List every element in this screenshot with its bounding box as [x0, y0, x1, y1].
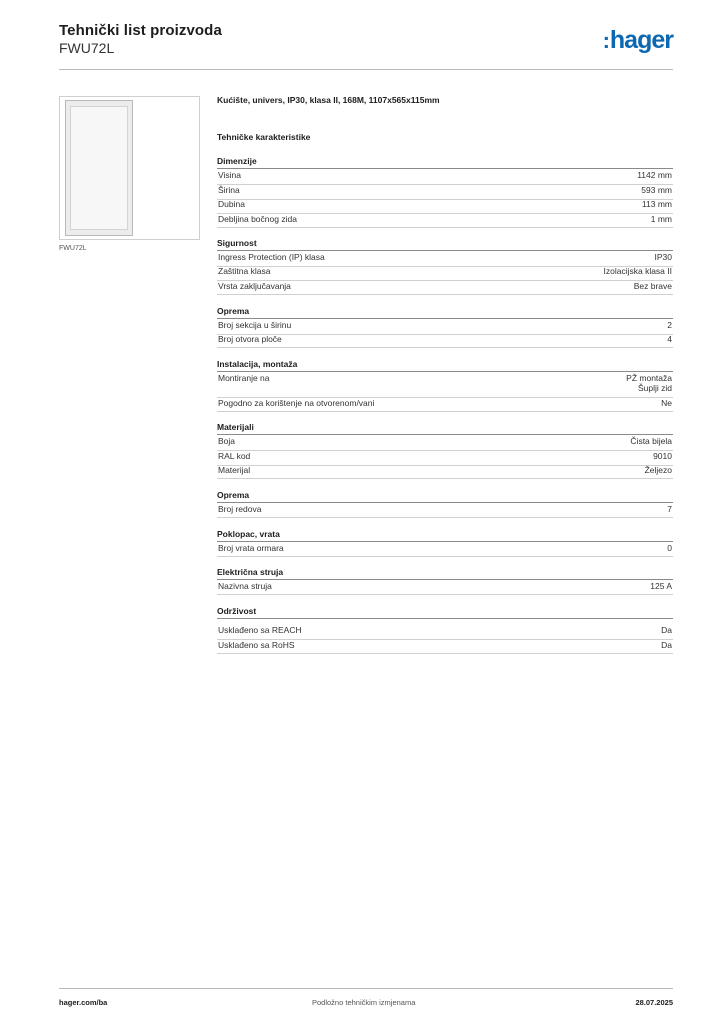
spec-value: 113 mm — [641, 199, 672, 209]
spec-row — [217, 504, 673, 518]
spec-label: Debljina bočnog zida — [218, 214, 297, 224]
spec-value: Izolacijska klasa II — [603, 266, 672, 276]
spec-label: RAL kod — [218, 451, 251, 461]
spec-row — [217, 170, 673, 185]
spec-label: Zaštitna klasa — [218, 266, 271, 276]
page-header — [59, 22, 673, 70]
logo-dots-icon: : — [602, 28, 609, 53]
spec-label: Broj sekcija u širinu — [218, 320, 292, 330]
section-title: Instalacija, montaža — [217, 359, 673, 372]
footer-date: 28.07.2025 — [635, 998, 673, 1007]
spec-value: 1142 mm — [637, 170, 672, 180]
section-title: Oprema — [217, 490, 673, 503]
spec-value: Ne — [661, 398, 672, 408]
section-title: Električna struja — [217, 567, 673, 580]
spec-value-line: Šuplji zid — [637, 383, 672, 393]
footer-divider — [59, 988, 673, 989]
spec-row — [217, 252, 673, 267]
spec-label: Boja — [218, 436, 236, 446]
spec-row — [217, 214, 673, 228]
spec-row — [217, 320, 673, 335]
header-divider — [59, 69, 673, 70]
spec-value — [626, 373, 672, 393]
spec-label: Broj otvora ploče — [218, 334, 282, 344]
spec-value: 9010 — [653, 451, 672, 461]
spec-value: Da — [661, 625, 672, 635]
spec-value: Da — [661, 640, 672, 650]
spec-row — [217, 465, 673, 479]
spec-value: 593 mm — [641, 185, 672, 195]
spec-row — [217, 373, 673, 398]
spec-label: Širina — [218, 185, 240, 195]
spec-label: Visina — [218, 170, 241, 180]
spec-label: Ingress Protection (IP) klasa — [218, 252, 325, 262]
spec-row — [217, 185, 673, 200]
spec-row — [217, 398, 673, 412]
spec-label: Broj redova — [218, 504, 262, 514]
spec-label: Dubina — [218, 199, 245, 209]
tech-heading: Tehničke karakteristike — [217, 132, 311, 142]
spec-label: Pogodno za korištenje na otvorenom/vani — [218, 398, 375, 408]
image-caption: FWU72L — [59, 245, 87, 252]
section-title: Oprema — [217, 306, 673, 319]
product-description: Kućište, univers, IP30, klasa II, 168M, 1107x565x115mm — [217, 95, 440, 105]
spec-label: Usklađeno sa REACH — [218, 625, 302, 635]
spec-row — [217, 451, 673, 466]
spec-value: 2 — [667, 320, 672, 330]
hager-logo — [603, 26, 673, 55]
section-title: Dimenzije — [217, 156, 673, 169]
footer-website-link[interactable]: hager.com/ba — [59, 998, 108, 1007]
spec-row — [217, 581, 673, 595]
spec-value: IP30 — [654, 252, 672, 262]
spec-row — [217, 199, 673, 214]
spec-label: Materijal — [218, 465, 251, 475]
spec-row — [217, 281, 673, 295]
spec-value: 7 — [667, 504, 672, 514]
spec-value: Čista bijela — [630, 436, 672, 446]
cabinet-door — [70, 106, 128, 230]
section-title: Poklopac, vrata — [217, 529, 673, 542]
footer-notice: Podložno tehničkim izmjenama — [312, 998, 416, 1007]
spec-row — [217, 640, 673, 654]
logo-text: hager — [609, 26, 673, 54]
spec-row — [217, 436, 673, 451]
spec-value: Bez brave — [633, 281, 672, 291]
section-title: Materijali — [217, 422, 673, 435]
cabinet-illustration — [65, 100, 133, 236]
spec-row — [217, 334, 673, 348]
spec-value: 0 — [667, 543, 672, 553]
spec-label: Broj vrata ormara — [218, 543, 284, 553]
spec-row — [217, 543, 673, 557]
spec-label: Montiranje na — [218, 373, 270, 383]
spec-label: Vrsta zaključavanja — [218, 281, 291, 291]
product-image — [59, 96, 200, 240]
spec-value: 4 — [667, 334, 672, 344]
spec-value: Željezo — [644, 465, 672, 475]
product-code: FWU72L — [59, 40, 115, 56]
section-title: Održivost — [217, 606, 673, 619]
spec-value: 1 mm — [650, 214, 672, 224]
section-title: Sigurnost — [217, 238, 673, 251]
spec-row — [217, 266, 673, 281]
spec-label: Nazivna struja — [218, 581, 272, 591]
spec-label: Usklađeno sa RoHS — [218, 640, 295, 650]
page-title: Tehnički list proizvoda — [59, 22, 222, 39]
spec-row — [217, 625, 673, 640]
spec-value: 125 A — [650, 581, 672, 591]
spec-value-line: PŽ montaža — [626, 373, 672, 383]
